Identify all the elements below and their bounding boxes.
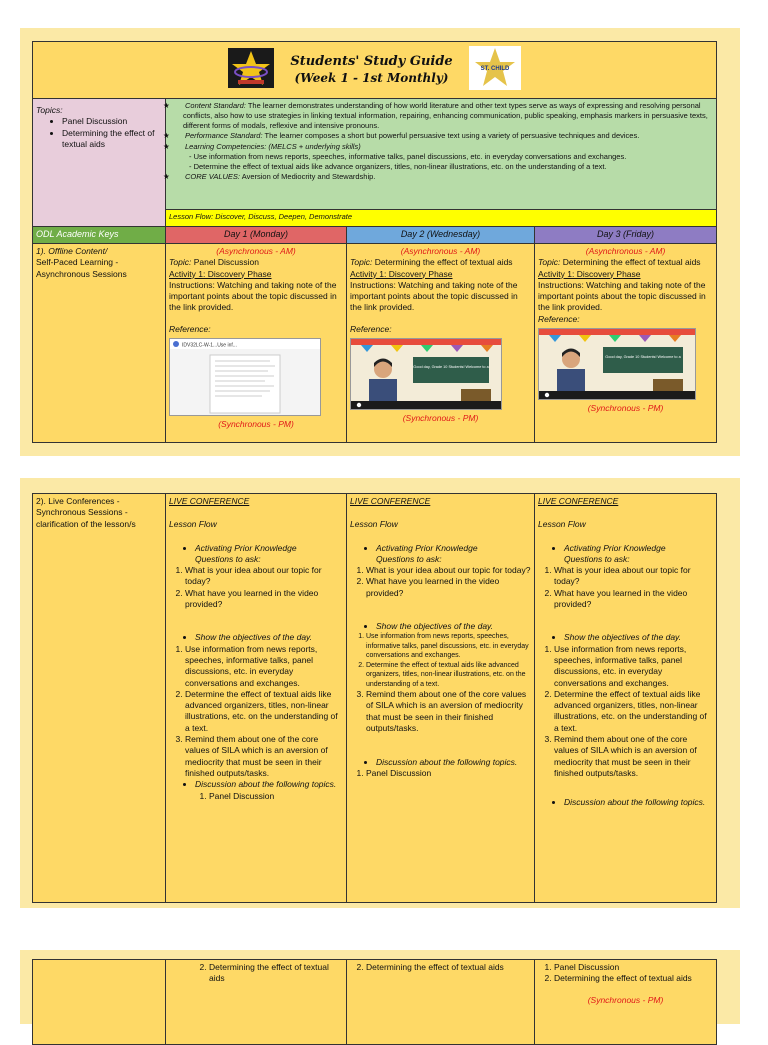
live-conference-row [33, 494, 717, 903]
topics-cell [33, 99, 166, 227]
lesson-flow-label: Lesson Flow [169, 519, 217, 530]
objective-item: 1. Use information from news reports, speeches, informative talks, panel discussions, etc. in everyday conversations and exchanges. [554, 644, 713, 689]
topics-label: Topics: [36, 105, 63, 115]
topic-label: Topic: [169, 257, 192, 268]
logo-lettering: ST. CHILD [480, 66, 510, 73]
topic-list-item: 1. Panel Discussion [366, 768, 531, 779]
reference-document-thumbnail[interactable] [169, 338, 321, 416]
standards-cell: ★ Content Standard: The learner demonstrates understanding of how world literature and other text types serve as ways of expressing and resolving personal conflicts, also how to use strategies in linking textual information, repairing, enhancing communication, public speaking, emphasis markers in persuasive texts, different forms of modals, reflexive and intensive pronouns. ★ Performance Standard: The learner composes a short but powerful persuasive text using a variety of persuasive techniques and devices. ★ Learning Competencies: (MELCS + underlying skills) - Use information from news reports, speeches, informative talks, panel discussions, etc. in everyday conversations and exchanges. - Determine the effect of textual aids like advance organizers, titles, non-linear illustrations, etc. on the understanding of a text. ★ CORE VALUES: Aversion of Mediocrity and Stewardship. [166, 99, 717, 210]
topics-row [33, 99, 717, 210]
async-label: (Asynchronous - AM) [400, 245, 481, 256]
objective-item: 2. Determine the effect of textual aids like advanced organizers, titles, non-linear illustrations, etc. on the understanding of a text. [554, 689, 713, 734]
study-guide-table-page2 [32, 493, 717, 903]
topic-item: • Panel Discussion [62, 116, 162, 127]
sync-label: (Synchronous - PM) [587, 403, 664, 414]
thumb-video-text: Good day, Grade 10 Students! Welcome to a [605, 355, 681, 360]
thumb-video-text: Good day, Grade 10 Students! Welcome to a [413, 365, 489, 370]
sync-label: (Synchronous - PM) [402, 413, 479, 424]
live-conference-label: LIVE CONFERENCE [169, 496, 250, 506]
page-subtitle: (Week 1 - 1st Monthly) [294, 70, 449, 85]
reference-label: Reference: [169, 323, 211, 334]
activity-label: Activity 1: Discovery Phase [350, 268, 453, 279]
question-item: 2. What have you learned in the video provided? [366, 576, 531, 599]
apk-item: • Activating Prior Knowledge Questions to ask: [195, 543, 343, 566]
reference-label: Reference: [538, 313, 580, 324]
day2-topic: Determining the effect of textual aids [374, 257, 513, 268]
performance-standard-text: The learner composes a short but powerful persuasive text using a variety of persuasive techniques and devices. [264, 131, 640, 141]
day2-live-cell [347, 494, 535, 903]
odl-header: ODL Academic Keys [33, 227, 166, 244]
objective-item: 2. Determine the effect of textual aids like advanced organizers, titles, non-linear illustrations, etc. on the understanding of a text. [185, 689, 343, 734]
title-cell [33, 42, 717, 99]
day1-topic: Panel Discussion [193, 257, 259, 268]
column-header-row [33, 227, 717, 244]
offline-content-row [33, 243, 717, 442]
question-item: 1. What is your idea about our topic for today? [366, 565, 531, 576]
apk-item: • Activating Prior Knowledge Questions to ask: [376, 543, 531, 566]
activity-label: Activity 1: Discovery Phase [169, 268, 272, 279]
live-conference-label: LIVE CONFERENCE [538, 496, 619, 506]
sync-label: (Synchronous - PM) [218, 419, 294, 430]
reference-video-thumbnail[interactable] [350, 338, 502, 410]
title-row [33, 42, 717, 99]
day2-header: Day 2 (Wednesday) [347, 227, 535, 244]
objective-item: 3. Remind them about one of the core values of SILA which is an aversion of mediocrity that must be seen in their finished outputs/tasks. [366, 689, 531, 735]
star-icon: ★ [163, 171, 170, 181]
instructions-text: Instructions: Watching and taking note of the important points about the topic discussed in the link provided. [538, 279, 706, 313]
performance-standard-label: Performance Standard: [185, 131, 263, 141]
school-logo-left [228, 48, 274, 91]
sync-label: (Synchronous - PM) [587, 994, 664, 1005]
thumb-doc-title: IDV32LC-W-1...Use inf... [182, 342, 237, 349]
question-item: 2. What have you learned in the video provided? [554, 588, 713, 611]
question-item: 2. What have you learned in the video provided? [185, 588, 343, 611]
activity-label: Activity 1: Discovery Phase [538, 268, 641, 279]
page-gap [0, 456, 768, 478]
star-icon: ★ [163, 101, 170, 110]
question-item: 1. What is your idea about our topic for today? [185, 565, 343, 588]
empty-label-cell [33, 960, 166, 1045]
study-guide-table-page1 [32, 41, 717, 443]
topic-list-item: 2. Determining the effect of textual aids [554, 973, 713, 984]
offline-label-num: 1). Offline Content/ [36, 245, 108, 256]
topic-list-item: 2. Determining the effect of textual aids [366, 962, 531, 973]
objectives-item: • Show the objectives of the day. [195, 632, 343, 643]
apk-item: • Activating Prior Knowledge Questions to ask: [564, 543, 713, 566]
day3-header: Day 3 (Friday) [535, 227, 717, 244]
topics-continuation-row [33, 960, 717, 1045]
objectives-item: • Show the objectives of the day. [564, 632, 713, 643]
day3-topic: Determining the effect of textual aids [562, 257, 701, 268]
lesson-flow-label: Lesson Flow [350, 519, 398, 530]
competencies-label: Learning Competencies: (MELCS + underlying skills) [185, 141, 361, 151]
topic-label: Topic: [350, 257, 373, 268]
async-label: (Asynchronous - AM) [585, 245, 666, 256]
competency-item: Determine the effect of textual aids like advance organizers, titles, non-linear illustrations, etc. on the understanding of a text. [193, 161, 607, 171]
day2-continuation-cell [347, 960, 535, 1045]
offline-label-rest: Self-Paced Learning - Asynchronous Sessions [36, 257, 127, 279]
lesson-flow-cell: Lesson Flow: Discover, Discuss, Deepen, Demonstrate [166, 210, 717, 227]
live-conference-label: LIVE CONFERENCE [350, 496, 431, 506]
topic-list-item: 2. Determining the effect of textual aids [209, 962, 343, 985]
discussion-item: • Discussion about the following topics. [195, 779, 343, 790]
day3-continuation-cell [535, 960, 717, 1045]
topic-label: Topic: [538, 257, 561, 268]
content-standard-label: Content Standard: [185, 101, 246, 110]
day1-continuation-cell [166, 960, 347, 1045]
day1-offline-cell [166, 243, 347, 442]
objective-item: 1. Use information from news reports, speeches, informative talks, panel discussions, etc. in everyday conversations and exchanges. [185, 644, 343, 689]
core-values-text: Aversion of Mediocrity and Stewardship. [241, 171, 376, 181]
competency-item: Use information from news reports, speeches, informative talks, panel discussions, etc. in everyday conversations and exchanges. [193, 151, 627, 161]
objective-item: 3. Remind them about one of the core values of SILA which is an aversion of mediocrity that must be seen in their finished outputs/tasks. [554, 734, 713, 779]
offline-label-cell [33, 243, 166, 442]
instructions-text: Instructions: Watching and taking note of the important points about the topic discussed in the link provided. [350, 279, 518, 313]
live-label-cell: 2). Live Conferences - Synchronous Sessions - clarification of the lesson/s [33, 494, 166, 903]
content-standard-text: The learner demonstrates understanding of how world literature and other text types serve as ways of expressing and resolving personal conflicts, also how to use strategies in linking textual information, repairing, enhancing communication, public speaking, emphasis markers in persuasive texts, different forms of modals, reflexive and intensive pronouns. [183, 101, 708, 131]
topic-list-item: 1. Panel Discussion [209, 791, 343, 802]
page-title: Students' Study Guide [290, 54, 453, 70]
reference-label: Reference: [350, 323, 392, 334]
objective-item: 2. Determine the effect of textual aids like advanced organizers, titles, non-linear illustrations, etc. on the understanding of a text. [366, 661, 531, 689]
day2-offline-cell [347, 243, 535, 442]
objectives-item: • Show the objectives of the day. [376, 621, 531, 632]
page-gap [0, 908, 768, 950]
objective-item: 3. Remind them about one of the core values of SILA which is an aversion of mediocrity that must be seen in their finished outputs/tasks. [185, 734, 343, 779]
discussion-item: • Discussion about the following topics. [564, 797, 713, 808]
star-icon: ★ [163, 131, 170, 141]
topic-list-item: 1. Panel Discussion [554, 962, 713, 973]
topic-item: • Determining the effect of textual aids [62, 128, 162, 151]
lesson-flow-label: Lesson Flow [538, 519, 586, 530]
day1-header: Day 1 (Monday) [166, 227, 347, 244]
day3-offline-cell [535, 243, 717, 442]
question-item: 1. What is your idea about our topic for today? [554, 565, 713, 588]
discussion-item: • Discussion about the following topics. [376, 757, 531, 768]
async-label: (Asynchronous - AM) [216, 245, 296, 256]
reference-video-thumbnail[interactable] [538, 328, 696, 400]
instructions-text: Instructions: Watching and taking note of the important points about the topic discussed in the link provided. [169, 279, 337, 313]
day1-live-cell [166, 494, 347, 903]
objective-item: 1. Use information from news reports, speeches, informative talks, panel discussions, etc. in everyday conversations and exchanges. [366, 632, 531, 660]
day3-live-cell [535, 494, 717, 903]
core-values-label: CORE VALUES: [185, 171, 241, 181]
star-icon: ★ [163, 141, 170, 151]
study-guide-table-page3 [32, 959, 717, 1045]
school-logo-right [469, 46, 521, 93]
